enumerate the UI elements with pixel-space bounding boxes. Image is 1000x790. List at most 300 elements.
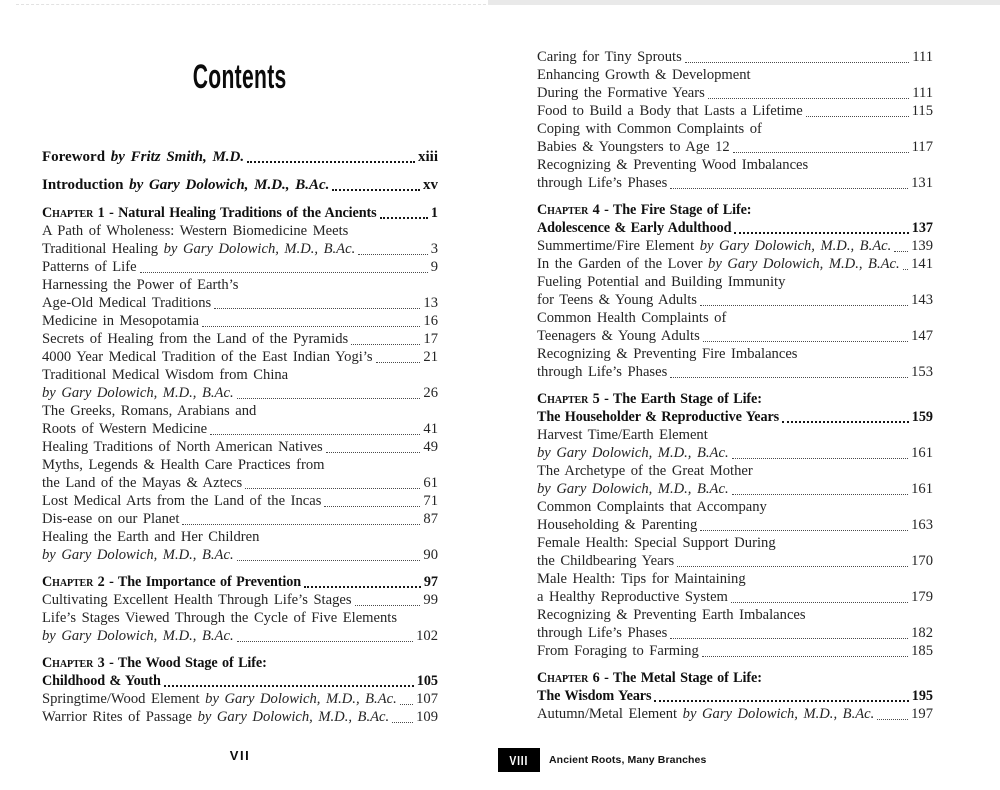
toc-text-segment: - The Importance of Prevention [104, 574, 302, 590]
toc-entry-text [42, 654, 267, 672]
toc-line [537, 309, 933, 327]
page-number-ref: 170 [911, 553, 933, 569]
toc-entry [537, 606, 933, 642]
toc-entry-text [42, 312, 199, 330]
toc-entry-text [537, 273, 785, 291]
right-folio [498, 748, 706, 772]
toc-line [42, 546, 438, 564]
toc-entry-text [537, 516, 697, 534]
toc-text-segment: Harvest Time/Earth Element [537, 427, 708, 443]
toc-column-right [537, 48, 933, 723]
toc-entry-text [42, 573, 301, 591]
toc-line [537, 363, 933, 381]
toc-line [537, 102, 933, 120]
toc-text-segment: The Wisdom Years [537, 688, 652, 704]
page-number-ref: 139 [911, 238, 933, 254]
page-number-ref: 195 [911, 688, 933, 704]
toc-line [537, 291, 933, 309]
toc-line [537, 66, 933, 84]
toc-entry [42, 258, 438, 276]
dotted-leader [703, 341, 908, 342]
toc-text-segment: A Path of Wholeness: Western Biomedicine Meets [42, 223, 349, 239]
toc-line [42, 384, 438, 402]
toc-line [42, 276, 438, 294]
dotted-leader [355, 605, 421, 606]
page-number-ref: 105 [416, 673, 438, 689]
toc-entry-text [537, 174, 667, 192]
toc-line [42, 204, 438, 222]
toc-text-segment: Recognizing & Preventing Fire Imbalances [537, 346, 798, 362]
toc-line [537, 84, 933, 102]
page-number-ref: 143 [911, 292, 933, 308]
dotted-leader [708, 98, 909, 99]
dotted-leader [702, 656, 908, 657]
toc-text-segment: Healing Traditions of North American Natives [42, 439, 323, 455]
toc-entry [537, 273, 933, 309]
toc-line [42, 420, 438, 438]
toc-text-segment: The Greeks, Romans, Arabians and [42, 403, 257, 419]
toc-line [537, 669, 933, 687]
toc-text-segment: Male Health: Tips for Maintaining [537, 571, 746, 587]
dotted-leader [700, 530, 908, 531]
toc-text-segment: Childhood & Youth [42, 673, 161, 689]
page-number-ref: 1 [430, 205, 438, 221]
toc-entry [42, 366, 438, 402]
toc-text-segment: Coping with Common Complaints of [537, 121, 762, 137]
dotted-leader [237, 641, 414, 642]
toc-text-segment: by Gary Dolowich, M.D., B.Ac. [42, 628, 234, 644]
toc-entry [537, 255, 933, 273]
toc-chapter-entry [537, 669, 933, 705]
toc-line [42, 148, 438, 166]
toc-entry-text [537, 327, 700, 345]
toc-entry [42, 222, 438, 258]
toc-text-segment: by Fritz Smith, M.D. [110, 149, 245, 165]
page-number-ref: 16 [423, 313, 438, 329]
dotted-leader [654, 700, 908, 702]
dotted-leader [734, 232, 908, 234]
toc-text-segment: 4000 Year Medical Tradition of the East Indian Yogi’s [42, 349, 373, 365]
toc-entry-text [42, 240, 355, 258]
toc-text-segment: During the Formative Years [537, 85, 705, 101]
right-folio-box [498, 748, 540, 772]
toc-chapter-entry [42, 573, 438, 591]
dotted-leader [700, 305, 908, 306]
dotted-leader [376, 362, 421, 363]
toc-line [42, 456, 438, 474]
toc-text-segment: Harnessing the Power of Earth’s [42, 277, 239, 293]
toc-text-segment: Adolescence & Early Adulthood [537, 220, 732, 236]
toc-text-segment: - The Metal Stage of Life: [599, 670, 762, 686]
dotted-leader [351, 344, 420, 345]
toc-entry-text [42, 528, 259, 546]
toc-line [537, 705, 933, 723]
toc-line [42, 492, 438, 510]
dotted-leader [677, 566, 908, 567]
toc-text-segment: the Land of the Mayas & Aztecs [42, 475, 243, 491]
toc-entry-text [537, 363, 667, 381]
toc-column-left [42, 148, 438, 726]
toc-text-segment: Babies & Youngsters to Age 12 [537, 139, 730, 155]
dotted-leader [332, 189, 420, 191]
toc-line [42, 510, 438, 528]
toc-entry [537, 120, 933, 156]
dotted-leader [670, 638, 908, 639]
toc-text-segment: Caring for Tiny Sprouts [537, 49, 682, 65]
toc-text-segment: Common Health Complaints of [537, 310, 727, 326]
toc-line [42, 672, 438, 690]
toc-line [537, 273, 933, 291]
toc-entry-text [42, 474, 242, 492]
dotted-leader [140, 272, 428, 273]
page-number-ref: 147 [911, 328, 933, 344]
page-number-ref: 141 [911, 256, 933, 272]
toc-text-segment: Food to Build a Body that Lasts a Lifetime [537, 103, 803, 119]
toc-text-segment: Healing the Earth and Her Children [42, 529, 260, 545]
toc-entry-text [42, 438, 323, 456]
toc-entry-text [42, 591, 352, 609]
page-number-ref: 161 [911, 481, 933, 497]
toc-entry-text [42, 384, 234, 402]
page-number-ref: 41 [423, 421, 438, 437]
page-number-ref: 179 [911, 589, 933, 605]
dotted-leader [245, 488, 420, 489]
toc-entry [537, 237, 933, 255]
toc-text-segment: Life’s Stages Viewed Through the Cycle of Five Elements [42, 610, 398, 626]
toc-entry-text [537, 534, 776, 552]
toc-line [42, 330, 438, 348]
toc-line [537, 390, 933, 408]
left-folio-number: VII [229, 748, 251, 763]
toc-entry-text [537, 309, 726, 327]
toc-entry-text [42, 690, 397, 708]
page-number-ref: 21 [423, 349, 438, 365]
toc-line [42, 348, 438, 366]
toc-text-segment: Householding & Parenting [537, 517, 698, 533]
toc-entry [42, 276, 438, 312]
toc-text-segment: Dis-ease on our Planet [42, 511, 180, 527]
toc-entry-text [42, 510, 179, 528]
toc-entry-text [537, 426, 708, 444]
dotted-leader [358, 254, 427, 255]
page-number-ref: 153 [911, 364, 933, 380]
toc-entry-text [537, 687, 651, 705]
dotted-leader [732, 494, 909, 495]
toc-entry [42, 528, 438, 564]
toc-line [537, 327, 933, 345]
toc-text-segment: by Gary Dolowich, M.D., B.Ac. [42, 547, 234, 563]
toc-entry-text [42, 348, 373, 366]
page-number-ref: 111 [912, 85, 933, 101]
toc-entry-text [537, 552, 674, 570]
toc-text-segment: by Gary Dolowich, M.D., B.Ac. [205, 691, 397, 707]
toc-entry-text [537, 642, 699, 660]
toc-text-segment: From Foraging to Farming [537, 643, 699, 659]
toc-entry-text [537, 444, 729, 462]
dotted-leader [326, 452, 421, 453]
toc-entry-text [537, 201, 751, 219]
toc-entry-text [537, 669, 762, 687]
toc-entry [537, 48, 933, 66]
toc-line [42, 312, 438, 330]
toc-entry-text [42, 176, 329, 194]
toc-text-segment: Chapter 5 [537, 391, 600, 407]
dotted-leader [247, 161, 415, 163]
toc-text-segment: Enhancing Growth & Development [537, 67, 751, 83]
toc-entry-text [537, 237, 891, 255]
toc-text-segment: In the Garden of the Lover [537, 256, 709, 272]
toc-entry [537, 102, 933, 120]
toc-text-segment: Traditional Medical Wisdom from China [42, 367, 289, 383]
toc-chapter-entry [42, 654, 438, 690]
toc-text-segment: Chapter 2 [42, 574, 105, 590]
dotted-leader [731, 602, 908, 603]
dotted-leader [182, 524, 420, 525]
toc-entry-text [537, 480, 729, 498]
toc-entry-text [537, 156, 808, 174]
toc-text-segment: Secrets of Healing from the Land of the Pyramids [42, 331, 349, 347]
toc-entry [42, 708, 438, 726]
toc-text-segment: Medicine in Mesopotamia [42, 313, 199, 329]
toc-line [537, 255, 933, 273]
toc-text-segment: Age-Old Medical Traditions [42, 295, 212, 311]
toc-line [537, 426, 933, 444]
toc-entry-text [537, 120, 762, 138]
page-number-ref: 131 [911, 175, 933, 191]
toc-entry-text [42, 492, 321, 510]
toc-entry-text [537, 606, 806, 624]
toc-text-segment: Teenagers & Young Adults [537, 328, 700, 344]
page-number-ref: 197 [911, 706, 933, 722]
page-number-ref: 9 [430, 259, 438, 275]
dotted-leader [324, 506, 420, 507]
toc-text-segment: Cultivating Excellent Health Through Life’s Stages [42, 592, 352, 608]
toc-entry-text [537, 345, 797, 363]
toc-line [42, 258, 438, 276]
toc-line [537, 606, 933, 624]
toc-line [42, 294, 438, 312]
toc-entry-text [537, 255, 900, 273]
toc-text-segment: for Teens & Young Adults [537, 292, 697, 308]
toc-text-segment: Springtime/Wood Element [42, 691, 206, 707]
toc-entry-text [537, 66, 751, 84]
toc-line [537, 534, 933, 552]
page-number-ref: 111 [912, 49, 933, 65]
page-number-ref: 90 [423, 547, 438, 563]
toc-text-segment: the Childbearing Years [537, 553, 675, 569]
toc-text-segment: Foreword [42, 149, 111, 165]
toc-text-segment: by Gary Dolowich, M.D., B.Ac. [537, 445, 729, 461]
page-title [42, 58, 438, 97]
toc-text-segment: Female Health: Special Support During [537, 535, 776, 551]
dotted-leader [214, 308, 420, 309]
toc-entry-text [42, 148, 244, 166]
toc-text-segment: Roots of Western Medicine [42, 421, 208, 437]
page-number-ref: 161 [911, 445, 933, 461]
toc-entry-text [537, 624, 667, 642]
toc-text-segment: - Natural Healing Traditions of the Ancients [104, 205, 377, 221]
toc-entry-text [42, 546, 234, 564]
toc-line [537, 138, 933, 156]
toc-text-segment: Chapter 4 [537, 202, 600, 218]
toc-line [42, 240, 438, 258]
page-number-ref: xv [423, 177, 438, 193]
page-number-ref: 97 [423, 574, 438, 590]
toc-line [537, 642, 933, 660]
toc-line [537, 408, 933, 426]
toc-text-segment: through Life’s Phases [537, 625, 668, 641]
scan-artifact-band [488, 0, 1000, 5]
toc-entry [42, 330, 438, 348]
toc-chapter-entry [537, 201, 933, 237]
toc-entry [42, 609, 438, 645]
toc-text-segment: - The Wood Stage of Life: [104, 655, 267, 671]
dotted-leader [392, 722, 413, 723]
toc-line [537, 498, 933, 516]
toc-line [537, 174, 933, 192]
dotted-leader [210, 434, 420, 435]
toc-line [42, 627, 438, 645]
scan-artifact-line [16, 4, 486, 5]
toc-line [42, 176, 438, 194]
toc-line [42, 690, 438, 708]
toc-line [537, 588, 933, 606]
toc-entry-text [42, 366, 288, 384]
toc-line [537, 120, 933, 138]
toc-entry-text [42, 420, 207, 438]
page-number-ref: 182 [911, 625, 933, 641]
toc-line [42, 222, 438, 240]
left-folio [42, 748, 438, 763]
toc-entry-text [42, 222, 348, 240]
toc-text-segment: Summertime/Fire Element [537, 238, 700, 254]
toc-entry-text [537, 498, 767, 516]
dotted-leader [877, 719, 908, 720]
toc-entry-text [42, 672, 161, 690]
dotted-leader [670, 377, 908, 378]
toc-text-segment: The Archetype of the Great Mother [537, 463, 753, 479]
toc-line [537, 201, 933, 219]
toc-line [42, 402, 438, 420]
toc-text-segment: Warrior Rites of Passage [42, 709, 198, 725]
dotted-leader [670, 188, 908, 189]
toc-line [42, 528, 438, 546]
page-number-ref: 117 [911, 139, 933, 155]
toc-text-segment: Autumn/Metal Element [537, 706, 683, 722]
toc-entry-text [537, 390, 762, 408]
toc-text-segment: Recognizing & Preventing Wood Imbalances [537, 157, 809, 173]
page-number-ref: 49 [423, 439, 438, 455]
toc-entry [42, 176, 438, 194]
dotted-leader [237, 398, 421, 399]
toc-entry-text [42, 609, 397, 627]
toc-entry-text [537, 291, 697, 309]
toc-entry-text [42, 294, 211, 312]
toc-entry-text [42, 708, 389, 726]
page-number-ref: 99 [423, 592, 438, 608]
toc-line [537, 345, 933, 363]
dotted-leader [685, 62, 909, 63]
toc-text-segment: Fueling Potential and Building Immunity [537, 274, 786, 290]
toc-line [42, 438, 438, 456]
page-number-ref: 102 [416, 628, 438, 644]
toc-line [42, 708, 438, 726]
toc-entry [537, 309, 933, 345]
toc-line [537, 552, 933, 570]
toc-entry [42, 312, 438, 330]
toc-entry [537, 570, 933, 606]
toc-line [537, 516, 933, 534]
page-number-ref: 13 [423, 295, 438, 311]
page-number-ref: 107 [416, 691, 438, 707]
toc-line [537, 219, 933, 237]
toc-line [42, 366, 438, 384]
toc-line [537, 570, 933, 588]
page-number-ref: 163 [911, 517, 933, 533]
toc-line [42, 573, 438, 591]
right-folio-number: VIII [509, 752, 529, 768]
toc-text-segment: by Gary Dolowich, M.D., B.Ac. [129, 177, 330, 193]
toc-entry-text [537, 570, 746, 588]
toc-entry [42, 492, 438, 510]
toc-text-segment: The Householder & Reproductive Years [537, 409, 780, 425]
dotted-leader [894, 251, 908, 252]
toc-text-segment: Introduction [42, 177, 130, 193]
toc-text-segment: Traditional Healing [42, 241, 164, 257]
toc-entry-text [537, 462, 753, 480]
toc-text-segment: Chapter 6 [537, 670, 600, 686]
dotted-leader [732, 458, 909, 459]
toc-line [537, 687, 933, 705]
dotted-leader [806, 116, 909, 117]
toc-text-segment: by Gary Dolowich, M.D., B.Ac. [42, 385, 234, 401]
page-number-ref: 115 [911, 103, 933, 119]
toc-entry [42, 148, 438, 166]
page-number-ref: 3 [430, 241, 438, 257]
page-number-ref: 109 [416, 709, 438, 725]
toc-entry [537, 156, 933, 192]
toc-entry [537, 705, 933, 723]
toc-text-segment: Patterns of Life [42, 259, 137, 275]
toc-text-segment: Lost Medical Arts from the Land of the Incas [42, 493, 322, 509]
toc-text-segment: through Life’s Phases [537, 175, 668, 191]
toc-entry-text [42, 627, 234, 645]
toc-text-segment: Common Complaints that Accompany [537, 499, 767, 515]
toc-text-segment: by Gary Dolowich, M.D., B.Ac. [537, 481, 729, 497]
toc-line [42, 474, 438, 492]
toc-line [537, 444, 933, 462]
toc-entry-text [42, 456, 325, 474]
toc-entry [537, 66, 933, 102]
dotted-leader [202, 326, 420, 327]
toc-entry [537, 498, 933, 534]
toc-line [537, 237, 933, 255]
toc-line [537, 462, 933, 480]
toc-entry [537, 642, 933, 660]
dotted-leader [237, 560, 421, 561]
toc-entry-text [42, 402, 256, 420]
toc-entry [537, 426, 933, 462]
toc-entry [537, 462, 933, 498]
toc-text-segment: by Gary Dolowich, M.D., B.Ac. [699, 238, 892, 254]
page-number-ref: 71 [423, 493, 438, 509]
toc-text-segment: Chapter 3 [42, 655, 105, 671]
toc-entry [42, 438, 438, 456]
page-title-text: Contents [193, 58, 287, 96]
toc-entry-text [537, 138, 730, 156]
toc-entry-text [537, 48, 682, 66]
running-book-title: Ancient Roots, Many Branches [549, 754, 707, 766]
